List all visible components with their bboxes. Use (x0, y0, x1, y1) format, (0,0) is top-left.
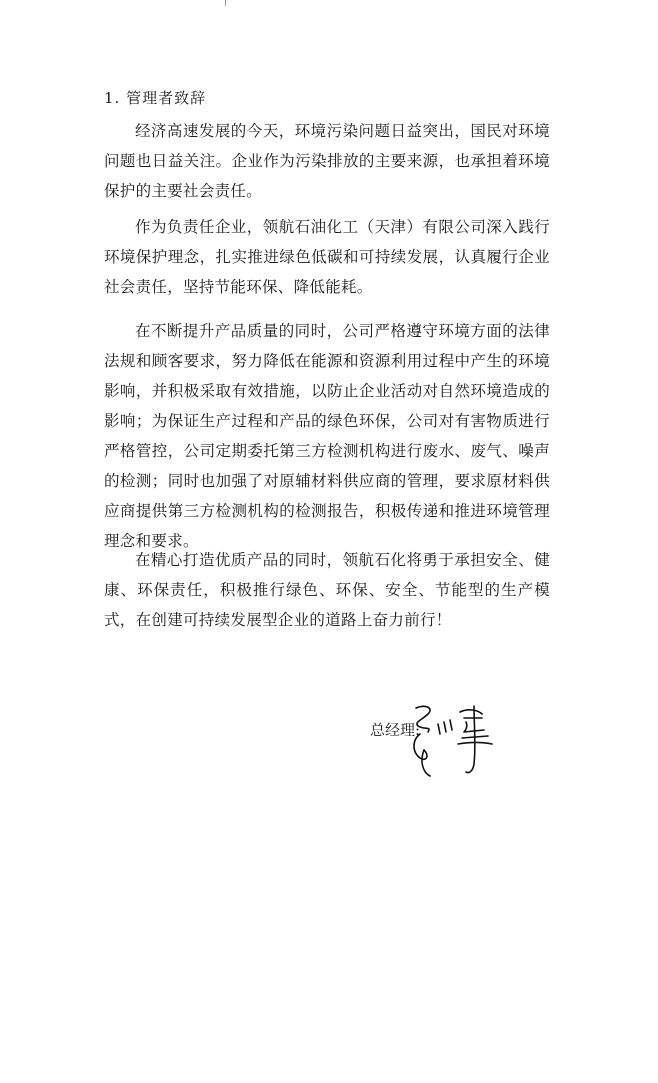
handwritten-signature (408, 700, 498, 780)
paragraph-1 (104, 116, 550, 206)
paragraph-4 (104, 545, 550, 635)
paragraph-2 (104, 212, 550, 302)
signature-label: 总经理: (370, 721, 421, 739)
scan-edge-mark (225, 0, 226, 6)
paragraph-3 (104, 316, 550, 556)
paragraph-3-text: 在不断提升产品质量的同时，公司严格遵守环境方面的法律法规和顾客要求，努力降低在能源和资源利用过程中产生的环境影响，并积极采取有效措施，以防止企业活动对自然环境造成的影响；为保证生产过程和产品的绿色环保，公司对有害物质进行严格管控，公司定期委托第三方检测机构进行废水、废气、噪声的检测；同时也加强了对原辅材料供应商的管理，要求原材料供应商提供第三方检测机构的检测报告，积极传递和推进环境管理理念和要求。 (104, 322, 550, 550)
section-heading: 1. 管理者致辞 (104, 89, 207, 107)
paragraph-4-text: 在精心打造优质产品的同时，领航石化将勇于承担安全、健康、环保责任，积极推行绿色、环保、安全、节能型的生产模式，在创建可持续发展型企业的道路上奋力前行！ (104, 551, 550, 629)
paragraph-2-text: 作为负责任企业，领航石油化工（天津）有限公司深入践行环境保护理念，扎实推进绿色低碳和可持续发展，认真履行企业社会责任，坚持节能环保、降低能耗。 (104, 218, 550, 296)
paragraph-1-text: 经济高速发展的今天，环境污染问题日益突出，国民对环境问题也日益关注。企业作为污染排放的主要来源，也承担着环境保护的主要社会责任。 (104, 122, 550, 200)
